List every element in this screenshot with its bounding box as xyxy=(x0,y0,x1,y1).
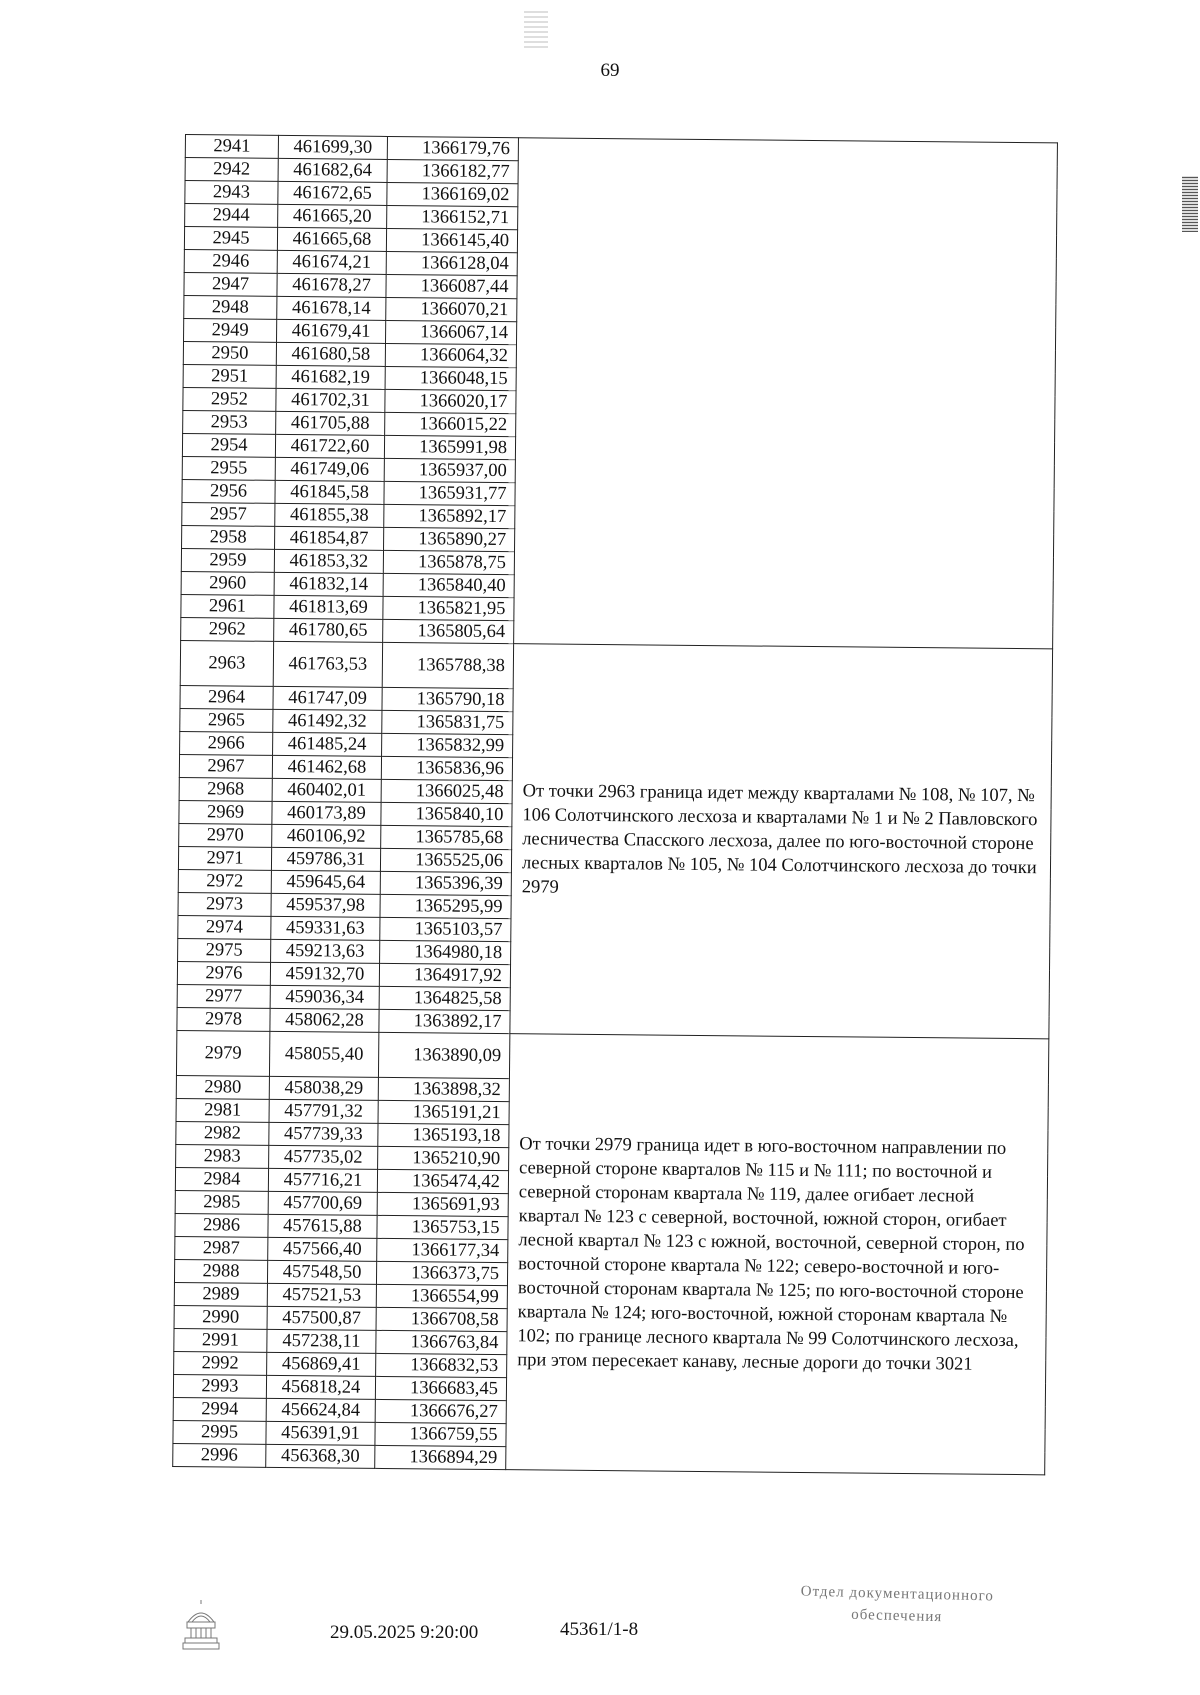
coordinate-x: 457548,50 xyxy=(267,1260,376,1284)
coordinate-x: 459132,70 xyxy=(270,962,379,986)
point-number: 2967 xyxy=(179,754,272,778)
point-number: 2982 xyxy=(176,1121,269,1145)
point-number: 2968 xyxy=(179,777,272,801)
coordinate-x: 461678,27 xyxy=(277,273,386,297)
coordinate-y: 1365931,77 xyxy=(384,481,515,505)
point-number: 2956 xyxy=(182,479,275,503)
coordinate-x: 461679,41 xyxy=(277,319,386,343)
point-number: 2992 xyxy=(174,1351,267,1375)
coordinate-x: 458038,29 xyxy=(269,1076,378,1100)
point-number: 2995 xyxy=(173,1420,266,1444)
coordinate-y: 1365191,21 xyxy=(378,1100,509,1124)
coordinate-x: 460402,01 xyxy=(272,778,381,802)
point-number: 2945 xyxy=(184,227,277,251)
coordinate-x: 461678,14 xyxy=(277,296,386,320)
footer-department-stamp xyxy=(741,1579,1052,1631)
coordinate-y: 1366064,32 xyxy=(385,343,516,367)
table-row xyxy=(176,1030,1048,1083)
point-number: 2990 xyxy=(174,1305,267,1329)
point-number: 2958 xyxy=(182,525,275,549)
coordinate-x: 459331,63 xyxy=(271,916,380,940)
coordinate-x: 458062,28 xyxy=(270,1008,379,1032)
point-number: 2965 xyxy=(180,708,273,732)
point-number: 2996 xyxy=(173,1443,266,1467)
coordinate-x: 461722,60 xyxy=(275,434,384,458)
coordinate-x: 461813,69 xyxy=(274,595,383,619)
point-number: 2981 xyxy=(176,1098,269,1122)
coordinate-y: 1365691,93 xyxy=(377,1192,508,1216)
coordinates-table-body xyxy=(173,135,1058,1475)
coordinate-x: 461699,30 xyxy=(278,135,387,159)
coordinate-y: 1366182,77 xyxy=(387,159,518,183)
point-number: 2942 xyxy=(185,158,278,182)
coordinate-x: 457238,11 xyxy=(267,1329,376,1353)
organization-emblem-icon xyxy=(180,1598,222,1652)
coordinate-y: 1365840,10 xyxy=(381,802,512,826)
coordinate-y: 1365103,57 xyxy=(380,917,511,941)
point-number: 2979 xyxy=(176,1030,269,1076)
point-number: 2955 xyxy=(182,456,275,480)
coordinate-y: 1366759,55 xyxy=(375,1422,506,1446)
coordinate-y: 1365821,95 xyxy=(383,596,514,620)
point-number: 2964 xyxy=(180,685,273,709)
coordinate-y: 1364917,92 xyxy=(379,963,510,987)
coordinate-x: 461485,24 xyxy=(273,732,382,756)
point-number: 2963 xyxy=(180,640,273,686)
point-number: 2952 xyxy=(183,387,276,411)
point-number: 2959 xyxy=(181,548,274,572)
point-number: 2989 xyxy=(174,1282,267,1306)
coordinate-x: 461763,53 xyxy=(273,641,382,687)
point-number: 2971 xyxy=(178,846,271,870)
coordinate-x: 459213,63 xyxy=(271,939,380,963)
coordinate-y: 1365790,18 xyxy=(382,687,513,711)
scan-artifact-mark xyxy=(524,8,548,48)
page-number: 69 xyxy=(600,60,620,81)
coordinate-y: 1366676,27 xyxy=(375,1399,506,1423)
point-number: 2954 xyxy=(182,433,275,457)
coordinate-y: 1366169,02 xyxy=(387,182,518,206)
point-number: 2943 xyxy=(185,181,278,205)
coordinate-x: 457521,53 xyxy=(267,1283,376,1307)
coordinate-y: 1366015,22 xyxy=(385,412,516,436)
coordinate-x: 461853,32 xyxy=(274,549,383,573)
coordinate-x: 461462,68 xyxy=(272,755,381,779)
coordinate-y: 1365525,06 xyxy=(380,848,511,872)
coordinate-x: 461747,09 xyxy=(273,686,382,710)
coordinate-x: 456869,41 xyxy=(267,1352,376,1376)
point-number: 2985 xyxy=(175,1190,268,1214)
point-number: 2966 xyxy=(180,731,273,755)
coordinate-x: 461680,58 xyxy=(276,342,385,366)
department-line-2: обеспечения xyxy=(850,1606,943,1626)
coordinates-table-wrapper xyxy=(171,134,1043,1560)
point-number: 2951 xyxy=(183,364,276,388)
coordinate-x: 457716,21 xyxy=(268,1168,377,1192)
point-number: 2991 xyxy=(174,1328,267,1352)
coordinate-x: 459645,64 xyxy=(271,870,380,894)
point-number: 2941 xyxy=(185,135,278,159)
scan-edge-mark xyxy=(1182,176,1198,232)
point-number: 2970 xyxy=(179,823,272,847)
coordinate-y: 1365295,99 xyxy=(380,894,511,918)
coordinate-y: 1366067,14 xyxy=(385,320,516,344)
coordinate-x: 461780,65 xyxy=(274,618,383,642)
point-number: 2947 xyxy=(184,272,277,296)
coordinate-y: 1365805,64 xyxy=(383,619,514,643)
coordinate-y: 1366373,75 xyxy=(376,1261,507,1285)
coordinate-x: 457615,88 xyxy=(268,1214,377,1238)
boundary-description: От точки 2963 граница идет между кварталами № 108, № 107, № 106 Солотчинского лесхоза и кварталами № 1 и № 2 Павловского лесничества Спасского лесхоза, далее по юго-восточной стороне лесных кварталов № 105, № 104 Солотчинского лесхоза до точки 2979 xyxy=(510,644,1053,1039)
coordinate-y: 1364825,58 xyxy=(379,986,510,1010)
point-number: 2988 xyxy=(174,1259,267,1283)
coordinate-x: 461702,31 xyxy=(276,388,385,412)
coordinate-x: 457500,87 xyxy=(267,1306,376,1330)
coordinate-y: 1366177,34 xyxy=(377,1238,508,1262)
coordinate-x: 461845,58 xyxy=(275,480,384,504)
point-number: 2961 xyxy=(181,594,274,618)
coordinate-x: 460173,89 xyxy=(272,801,381,825)
coordinate-x: 461682,64 xyxy=(278,158,387,182)
coordinate-x: 457735,02 xyxy=(269,1145,378,1169)
coordinate-y: 1366554,99 xyxy=(376,1284,507,1308)
point-number: 2972 xyxy=(178,869,271,893)
coordinate-x: 461492,32 xyxy=(273,709,382,733)
coordinate-y: 1365892,17 xyxy=(384,504,515,528)
coordinate-x: 458055,40 xyxy=(269,1031,378,1077)
point-number: 2978 xyxy=(177,1007,270,1031)
coordinate-y: 1363890,09 xyxy=(378,1032,509,1078)
coordinate-y: 1366179,76 xyxy=(387,136,518,160)
point-number: 2949 xyxy=(184,318,277,342)
description-cell-empty xyxy=(514,138,1058,649)
coordinate-x: 457791,32 xyxy=(269,1099,378,1123)
coordinate-x: 461832,14 xyxy=(274,572,383,596)
coordinate-x: 460106,92 xyxy=(272,824,381,848)
point-number: 2976 xyxy=(177,961,270,985)
point-number: 2973 xyxy=(178,892,271,916)
point-number: 2994 xyxy=(173,1397,266,1421)
coordinate-y: 1365890,27 xyxy=(384,527,515,551)
point-number: 2984 xyxy=(175,1167,268,1191)
coordinate-y: 1365396,39 xyxy=(380,871,511,895)
coordinate-y: 1363898,32 xyxy=(378,1077,509,1101)
coordinate-x: 461682,19 xyxy=(276,365,385,389)
coordinate-x: 459786,31 xyxy=(271,847,380,871)
coordinate-y: 1365785,68 xyxy=(381,825,512,849)
coordinate-x: 461665,20 xyxy=(278,204,387,228)
point-number: 2975 xyxy=(178,938,271,962)
coordinate-y: 1366152,71 xyxy=(387,205,518,229)
coordinate-y: 1365210,90 xyxy=(378,1146,509,1170)
coordinate-y: 1366025,48 xyxy=(381,779,512,803)
point-number: 2987 xyxy=(175,1236,268,1260)
coordinate-y: 1365193,18 xyxy=(378,1123,509,1147)
coordinate-x: 456818,24 xyxy=(266,1375,375,1399)
point-number: 2957 xyxy=(182,502,275,526)
coordinate-y: 1365840,40 xyxy=(383,573,514,597)
coordinate-y: 1366763,84 xyxy=(376,1330,507,1354)
coordinate-y: 1366708,58 xyxy=(376,1307,507,1331)
coordinates-table xyxy=(172,134,1058,1475)
coordinate-x: 461855,38 xyxy=(275,503,384,527)
coordinate-y: 1366087,44 xyxy=(386,274,517,298)
point-number: 2946 xyxy=(184,249,277,273)
coordinate-x: 461854,87 xyxy=(275,526,384,550)
coordinate-x: 457739,33 xyxy=(269,1122,378,1146)
coordinate-y: 1366070,21 xyxy=(386,297,517,321)
coordinate-y: 1365753,15 xyxy=(377,1215,508,1239)
coordinate-x: 461672,65 xyxy=(278,181,387,205)
coordinate-x: 461665,68 xyxy=(277,227,386,251)
coordinate-y: 1363892,17 xyxy=(379,1009,510,1033)
coordinate-y: 1365788,38 xyxy=(382,642,513,688)
point-number: 2986 xyxy=(175,1213,268,1237)
table-row xyxy=(180,640,1052,693)
point-number: 2960 xyxy=(181,571,274,595)
coordinate-x: 456368,30 xyxy=(266,1444,375,1468)
coordinate-y: 1365836,96 xyxy=(381,756,512,780)
point-number: 2983 xyxy=(176,1144,269,1168)
coordinate-y: 1364980,18 xyxy=(380,940,511,964)
coordinate-y: 1366894,29 xyxy=(375,1445,506,1469)
point-number: 2962 xyxy=(181,617,274,641)
coordinate-y: 1366145,40 xyxy=(386,228,517,252)
department-line-1: Отдел документационного xyxy=(800,1583,995,1605)
footer-document-code: 45361/1-8 xyxy=(560,1619,639,1640)
coordinate-y: 1366048,15 xyxy=(385,366,516,390)
coordinate-y: 1365991,98 xyxy=(384,435,515,459)
coordinate-y: 1366020,17 xyxy=(385,389,516,413)
coordinate-x: 456391,91 xyxy=(266,1421,375,1445)
coordinate-y: 1365878,75 xyxy=(383,550,514,574)
coordinate-x: 461674,21 xyxy=(277,250,386,274)
coordinate-x: 456624,84 xyxy=(266,1398,375,1422)
point-number: 2977 xyxy=(177,984,270,1008)
point-number: 2944 xyxy=(185,204,278,228)
coordinate-x: 461749,06 xyxy=(275,457,384,481)
coordinate-x: 457566,40 xyxy=(268,1237,377,1261)
point-number: 2948 xyxy=(184,295,277,319)
point-number: 2980 xyxy=(176,1075,269,1099)
coordinate-y: 1365831,75 xyxy=(382,710,513,734)
coordinate-y: 1365474,42 xyxy=(377,1169,508,1193)
coordinate-x: 459537,98 xyxy=(271,893,380,917)
coordinate-x: 459036,34 xyxy=(270,985,379,1009)
footer-timestamp: 29.05.2025 9:20:00 xyxy=(330,1622,479,1643)
point-number: 2974 xyxy=(178,915,271,939)
coordinate-y: 1366683,45 xyxy=(375,1376,506,1400)
boundary-description: От точки 2979 граница идет в юго-восточном направлении по северной стороне кварталов № 115 и № 111; по восточной и северной сторонам квартала № 119, далее огибает лесной квартал № 123 с северной, восточной, южной сторон, огибает лесной квартал № 123 с южной, восточной, северной сторон, по восточной стороне квартала № 122; северо-восточной и юго-восточной сторонам квартала № 125; по юго-восточной стороне квартала № 124; юго-восточной, южной сторонам квартала № 102; по границе лесного квартала № 99 Солотчинского лесхоза, при этом пересекает канаву, лесные дороги до точки 3021 xyxy=(506,1034,1049,1475)
coordinate-y: 1365937,00 xyxy=(384,458,515,482)
coordinate-y: 1366128,04 xyxy=(386,251,517,275)
point-number: 2993 xyxy=(173,1374,266,1398)
coordinate-x: 457700,69 xyxy=(268,1191,377,1215)
point-number: 2950 xyxy=(183,341,276,365)
coordinate-y: 1366832,53 xyxy=(376,1353,507,1377)
coordinate-x: 461705,88 xyxy=(276,411,385,435)
coordinate-y: 1365832,99 xyxy=(382,733,513,757)
point-number: 2969 xyxy=(179,800,272,824)
point-number: 2953 xyxy=(183,410,276,434)
